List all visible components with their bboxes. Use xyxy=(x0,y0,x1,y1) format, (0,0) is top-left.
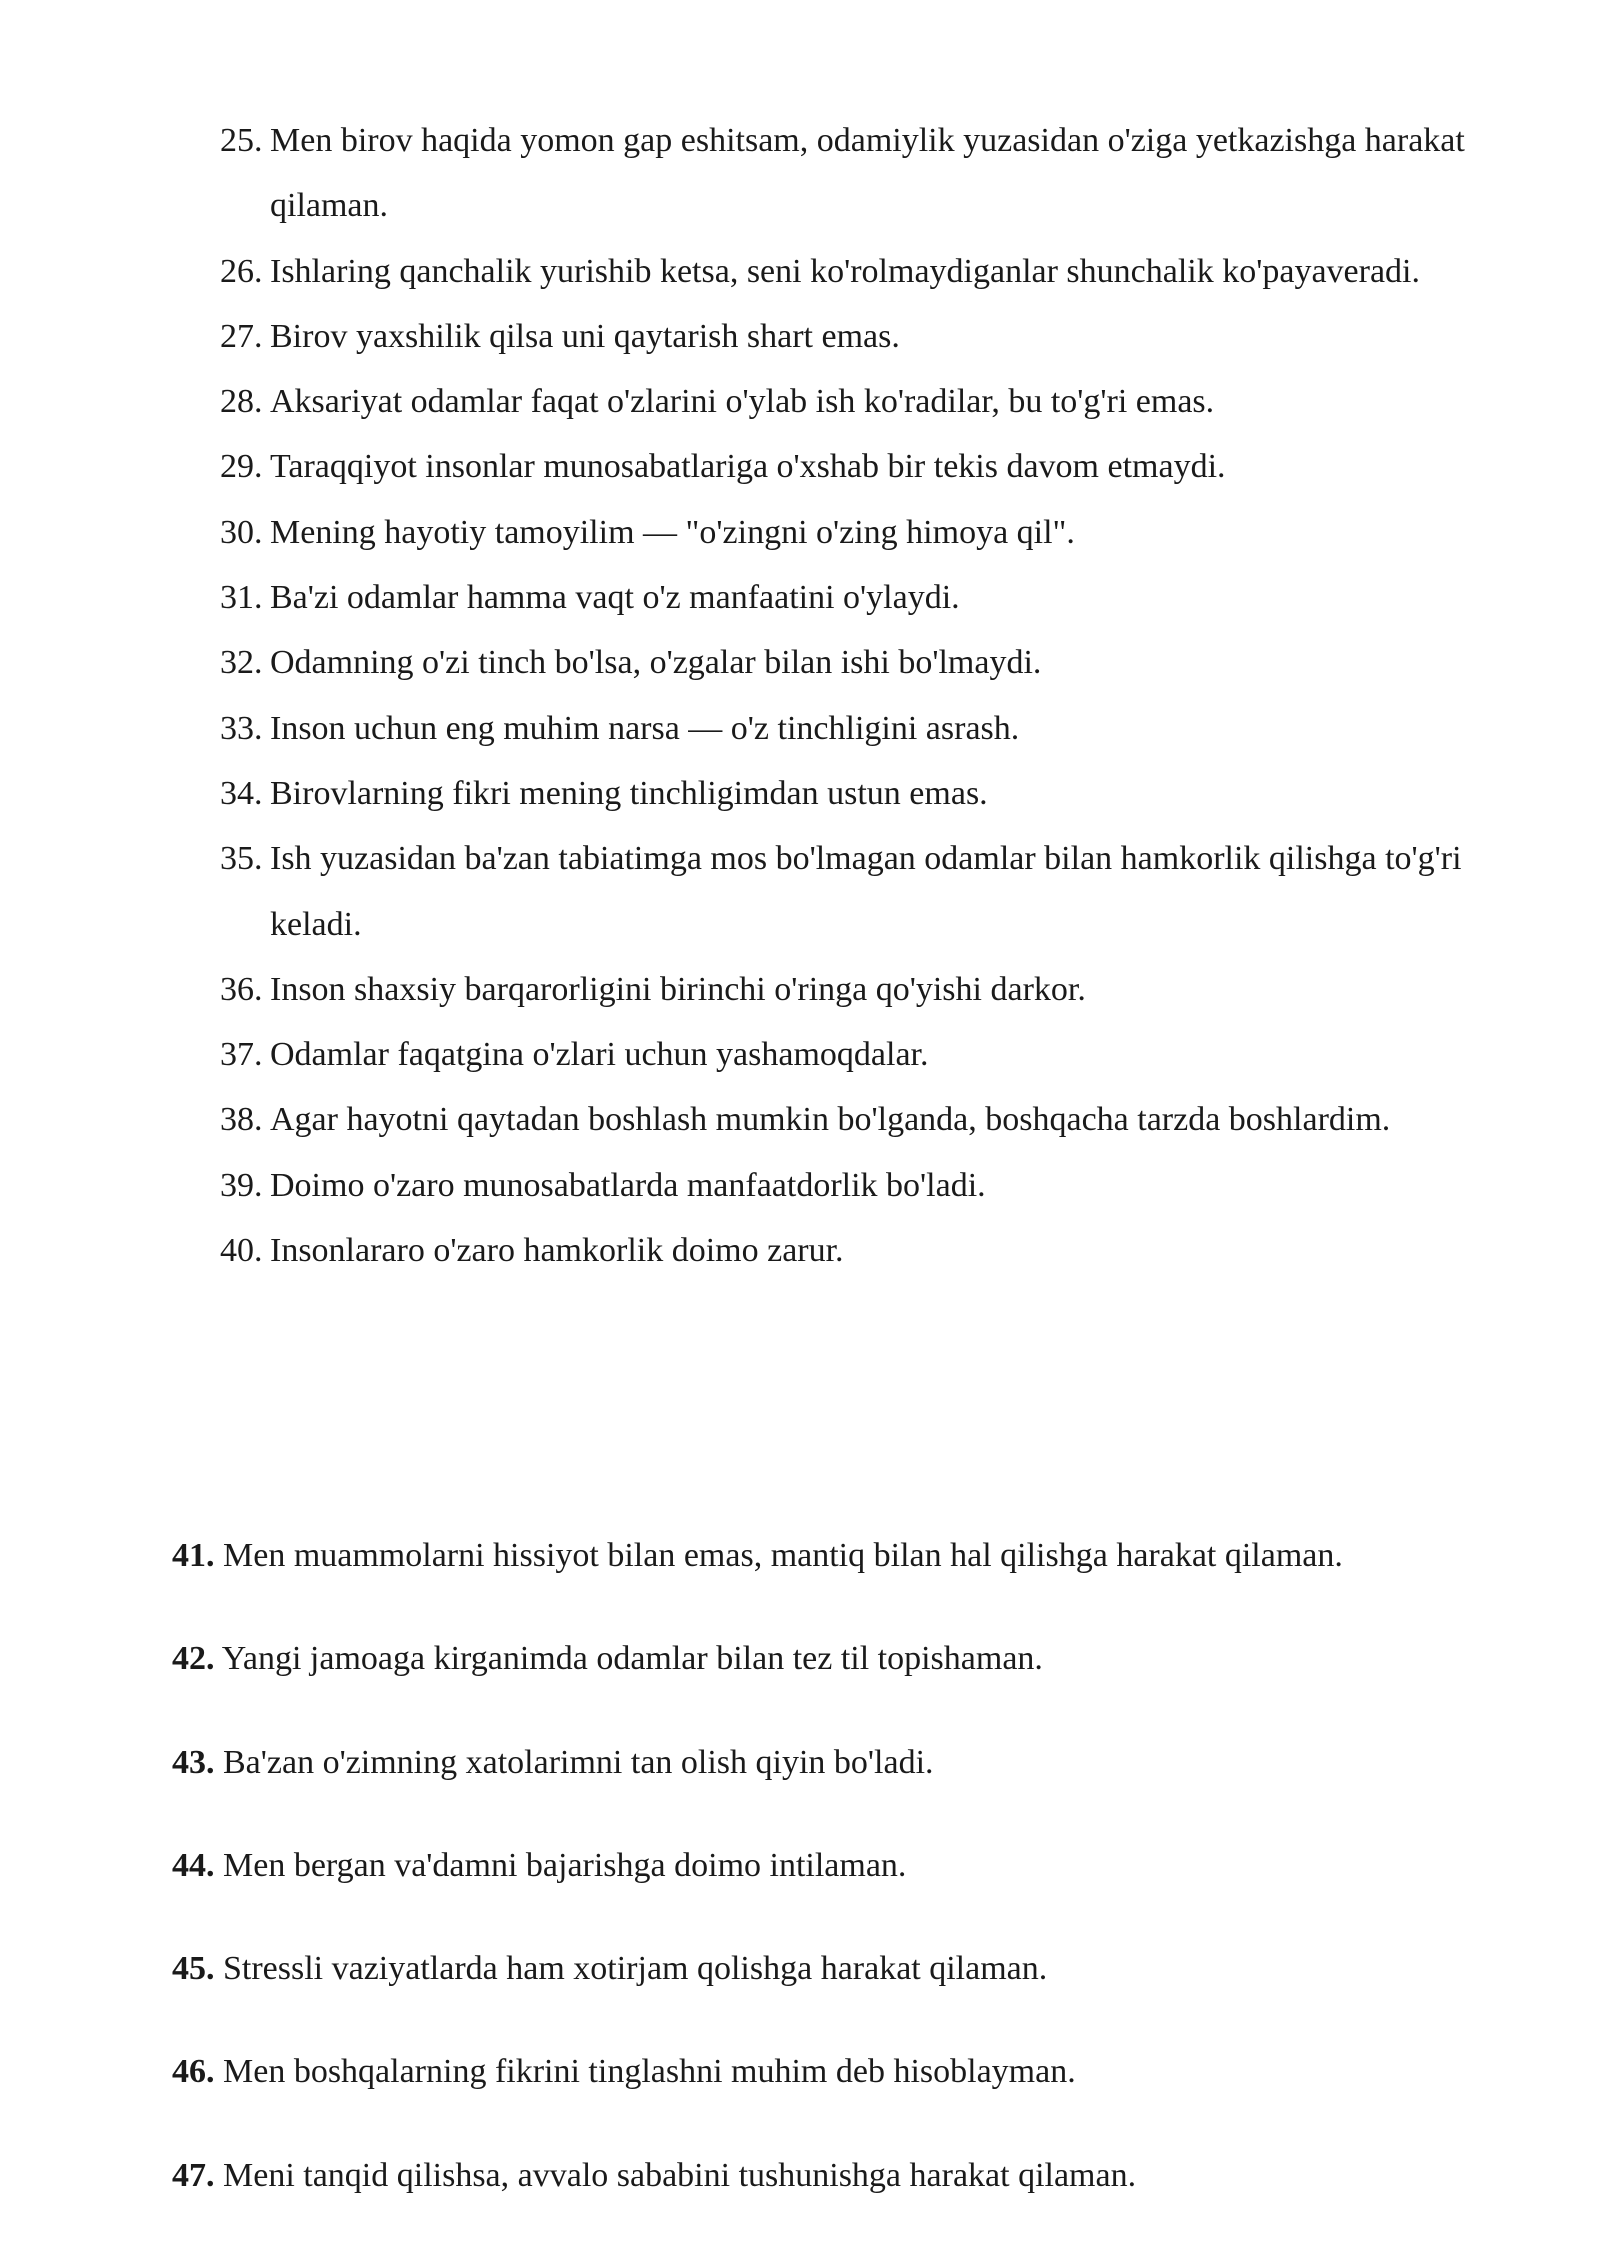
item-text: Men birov haqida yomon gap eshitsam, odamiylik yuzasidan o'ziga yetkazishga harakat qilaman. xyxy=(270,122,1465,225)
item-text: Taraqqiyot insonlar munosabatlariga o'xshab bir tekis davom etmaydi. xyxy=(270,448,1226,486)
list-item xyxy=(172,2052,1552,2155)
list-item xyxy=(220,826,1520,957)
item-number: 45. xyxy=(172,1950,215,1988)
list-item xyxy=(172,1639,1552,1742)
item-text: Meni tanqid qilishsa, avvalo sababini tushunishga harakat qilaman. xyxy=(214,2156,1137,2194)
item-text: Doimo o'zaro munosabatlarda manfaatdorlik bo'ladi. xyxy=(270,1166,986,1204)
list-item xyxy=(220,1087,1520,1152)
item-text: Inson shaxsiy barqarorligini birinchi o'ringa qo'yishi darkor. xyxy=(270,970,1086,1008)
list-item xyxy=(220,1153,1520,1218)
item-text: Agar hayotni qaytadan boshlash mumkin bo'lganda, boshqacha tarzda boshlardim. xyxy=(270,1101,1391,1139)
item-text: Men boshqalarning fikrini tinglashni muhim deb hisoblayman. xyxy=(214,2053,1076,2091)
item-number: 40. xyxy=(220,1232,263,1270)
item-text: Inson uchun eng muhim narsa — o'z tinchligini asrash. xyxy=(270,709,1020,747)
list-item xyxy=(220,434,1520,499)
list-item xyxy=(220,500,1520,565)
item-text: Birovlarning fikri mening tinchligimdan ustun emas. xyxy=(270,774,988,812)
list-item xyxy=(220,239,1520,304)
item-number: 42. xyxy=(172,1640,215,1678)
statement-list-41-47 xyxy=(172,1536,1552,2259)
item-text: Birov yaxshilik qilsa uni qaytarish shart emas. xyxy=(270,317,900,355)
item-number: 39. xyxy=(220,1166,263,1204)
item-text: Ish yuzasidan ba'zan tabiatimga mos bo'lmagan odamlar bilan hamkorlik qilishga to'g'ri keladi. xyxy=(270,840,1462,943)
item-number: 46. xyxy=(172,2053,215,2091)
list-item xyxy=(220,304,1520,369)
list-item xyxy=(172,1846,1552,1949)
item-text: Men muammolarni hissiyot bilan emas, mantiq bilan hal qilishga harakat qilaman. xyxy=(214,1537,1343,1574)
list-item xyxy=(220,565,1520,630)
item-number: 43. xyxy=(172,1743,215,1781)
item-text: Ishlaring qanchalik yurishib ketsa, seni ko'rolmaydiganlar shunchalik ko'payaveradi. xyxy=(270,252,1420,290)
item-number: 41. xyxy=(172,1537,215,1574)
statement-list-25-40 xyxy=(220,108,1520,1283)
list-item xyxy=(220,1022,1520,1087)
item-number: 29. xyxy=(220,448,263,486)
item-number: 28. xyxy=(220,383,263,421)
list-item xyxy=(220,696,1520,761)
item-text: Odamning o'zi tinch bo'lsa, o'zgalar bilan ishi bo'lmaydi. xyxy=(270,644,1042,682)
item-number: 25. xyxy=(220,122,263,159)
item-text: Stressli vaziyatlarda ham xotirjam qolishga harakat qilaman. xyxy=(214,1950,1048,1988)
item-number: 31. xyxy=(220,579,263,617)
list-item xyxy=(220,108,1520,239)
item-text: Mening hayotiy tamoyilim — "o'zingni o'zing himoya qil". xyxy=(270,513,1075,551)
list-item xyxy=(220,957,1520,1022)
list-item xyxy=(172,2156,1552,2259)
list-item xyxy=(172,1949,1552,2052)
item-number: 32. xyxy=(220,644,263,682)
list-item xyxy=(220,1218,1520,1283)
list-item xyxy=(172,1743,1552,1846)
item-text: Aksariyat odamlar faqat o'zlarini o'ylab ish ko'radilar, bu to'g'ri emas. xyxy=(270,383,1215,421)
item-number: 35. xyxy=(220,840,263,878)
item-text: Odamlar faqatgina o'zlari uchun yashamoqdalar. xyxy=(270,1036,929,1074)
list-item xyxy=(220,630,1520,695)
item-text: Ba'zan o'zimning xatolarimni tan olish qiyin bo'ladi. xyxy=(214,1743,934,1781)
item-number: 27. xyxy=(220,317,263,355)
item-number: 26. xyxy=(220,252,263,290)
list-item xyxy=(220,761,1520,826)
item-number: 37. xyxy=(220,1036,263,1074)
item-text: Yangi jamoaga kirganimda odamlar bilan tez til topishaman. xyxy=(214,1640,1043,1678)
item-number: 38. xyxy=(220,1101,263,1139)
list-item xyxy=(172,1536,1552,1639)
item-number: 44. xyxy=(172,1846,215,1884)
item-number: 30. xyxy=(220,513,263,551)
item-number: 47. xyxy=(172,2156,215,2194)
item-text: Insonlararo o'zaro hamkorlik doimo zarur. xyxy=(270,1232,844,1270)
item-number: 34. xyxy=(220,774,263,812)
item-number: 33. xyxy=(220,709,263,747)
item-text: Ba'zi odamlar hamma vaqt o'z manfaatini o'ylaydi. xyxy=(270,579,960,617)
list-item xyxy=(220,369,1520,434)
item-number: 36. xyxy=(220,970,263,1008)
item-text: Men bergan va'damni bajarishga doimo intilaman. xyxy=(214,1846,907,1884)
